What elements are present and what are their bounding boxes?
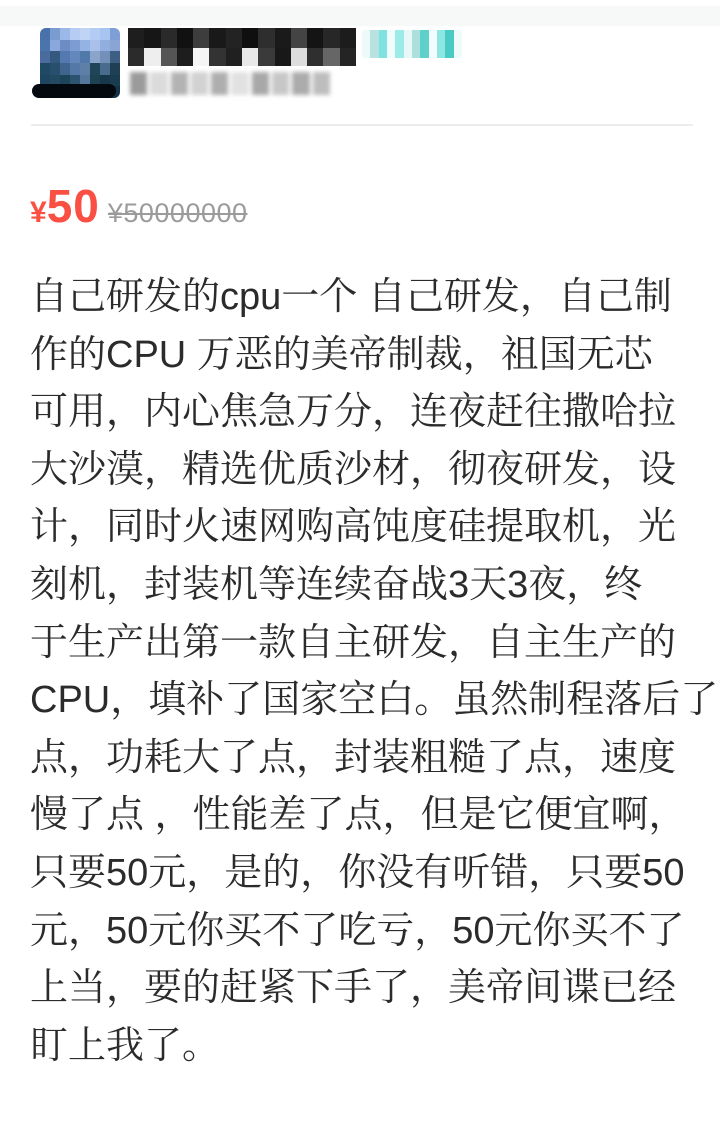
price-row <box>30 180 248 232</box>
top-strip <box>0 6 720 26</box>
censor-cell <box>226 48 242 66</box>
censor-cell <box>40 28 50 40</box>
censor-cell <box>70 40 80 52</box>
censor-cell <box>128 28 144 48</box>
description-line: 于生产出第一款自主研发，自主生产的 <box>30 621 677 664</box>
censor-cell <box>445 30 453 58</box>
censor-cell <box>100 28 110 40</box>
censor-cell <box>50 40 60 52</box>
censor-cell <box>40 51 50 63</box>
censor-cell <box>70 28 80 40</box>
censor-cell <box>90 40 100 52</box>
censor-cell <box>323 48 339 66</box>
censor-cell <box>40 63 50 75</box>
censor-cell <box>191 72 208 95</box>
description-line: 只要50元，是的，你没有听错，只要50 <box>30 851 685 894</box>
description-line: 作的CPU 万恶的美帝制裁，祖国无芯 <box>30 333 653 376</box>
censor-cell <box>60 51 70 63</box>
censor-cell <box>252 72 269 95</box>
censor-cell <box>60 63 70 75</box>
description-line: 点，功耗大了点，封装粗糙了点，速度 <box>30 736 677 779</box>
censor-cell <box>209 48 225 66</box>
censor-cell <box>323 28 339 48</box>
censor-cell <box>177 48 193 66</box>
description-line: 可用，内心焦急万分，连夜赶往撒哈拉 <box>30 391 677 434</box>
censor-cell <box>231 72 248 95</box>
censor-cell <box>454 30 462 58</box>
censor-cell <box>307 28 323 48</box>
censor-cell <box>209 28 225 48</box>
censor-cell <box>292 72 309 95</box>
description-line: 计，同时火速网购高饨度硅提取机，光 <box>30 506 677 549</box>
censor-cell <box>100 63 110 75</box>
description-line: 刻机，封装机等连续奋战3天3夜，终 <box>30 563 643 606</box>
description-line: 上当，要的赶紧下手了，美帝间谍已经 <box>30 967 677 1010</box>
censor-cell <box>50 28 60 40</box>
censor-cell <box>193 28 209 48</box>
censor-cell <box>258 48 274 66</box>
avatar-dark-bar <box>32 84 116 98</box>
currency-symbol: ¥ <box>30 196 47 229</box>
censor-cell <box>80 28 90 40</box>
censor-cell <box>90 63 100 75</box>
censor-cell <box>291 48 307 66</box>
censor-cell <box>60 40 70 52</box>
censor-cell <box>50 63 60 75</box>
censor-cell <box>258 28 274 48</box>
censor-cell <box>110 51 120 63</box>
censor-cell <box>226 28 242 48</box>
censor-cell <box>110 28 120 40</box>
publish-info-censored <box>130 72 330 95</box>
censor-cell <box>90 28 100 40</box>
censor-cell <box>379 30 387 58</box>
censor-cell <box>412 30 420 58</box>
censor-cell <box>100 51 110 63</box>
censor-cell <box>60 28 70 40</box>
censor-cell <box>211 72 228 95</box>
censor-cell <box>100 40 110 52</box>
censor-cell <box>242 28 258 48</box>
description-line: 自己研发的cpu一个 自己研发，自己制 <box>30 276 672 318</box>
censor-cell <box>242 48 258 66</box>
censor-cell <box>128 48 144 66</box>
censor-cell <box>144 48 160 66</box>
censor-cell <box>291 28 307 48</box>
description-line: 大沙漠，精选优质沙材，彻夜研发，设 <box>30 448 677 491</box>
censor-cell <box>420 30 428 58</box>
censor-cell <box>275 48 291 66</box>
description-line: 元，50元你买不了吃亏，50元你买不了 <box>30 909 685 952</box>
username-censored[interactable] <box>128 28 356 66</box>
original-price-strikethrough: ¥50000000 <box>107 198 248 228</box>
current-price: 50 <box>46 180 100 232</box>
censor-cell <box>50 51 60 63</box>
censor-cell <box>387 30 395 58</box>
censor-cell <box>340 48 356 66</box>
censor-cell <box>40 40 50 52</box>
censor-cell <box>161 48 177 66</box>
censor-cell <box>90 51 100 63</box>
censor-cell <box>437 30 445 58</box>
description-line: CPU，填补了国家空白。虽然制程落后了 <box>30 679 719 722</box>
censor-cell <box>307 48 323 66</box>
censor-cell <box>110 63 120 75</box>
censor-cell <box>313 72 330 95</box>
section-divider <box>31 124 693 126</box>
censor-cell <box>395 30 403 58</box>
censor-cell <box>70 51 80 63</box>
censor-cell <box>272 72 289 95</box>
censor-cell <box>70 63 80 75</box>
listing-description <box>30 269 719 1075</box>
censor-cell <box>110 40 120 52</box>
censor-cell <box>177 28 193 48</box>
user-badge-censored <box>362 30 462 58</box>
censor-cell <box>275 28 291 48</box>
censor-cell <box>171 72 188 95</box>
censor-cell <box>150 72 167 95</box>
censor-cell <box>80 63 90 75</box>
censor-cell <box>161 28 177 48</box>
censor-cell <box>193 48 209 66</box>
description-line: 盯上我了。 <box>30 1024 221 1067</box>
censor-cell <box>80 40 90 52</box>
censor-cell <box>404 30 412 58</box>
censor-cell <box>370 30 378 58</box>
description-line: 慢了点 ，性能差了点，但是它便宜啊， <box>30 794 687 837</box>
censor-cell <box>144 28 160 48</box>
censor-cell <box>130 72 147 95</box>
censor-cell <box>80 51 90 63</box>
censor-cell <box>340 28 356 48</box>
censor-cell <box>362 30 370 58</box>
censor-cell <box>429 30 437 58</box>
